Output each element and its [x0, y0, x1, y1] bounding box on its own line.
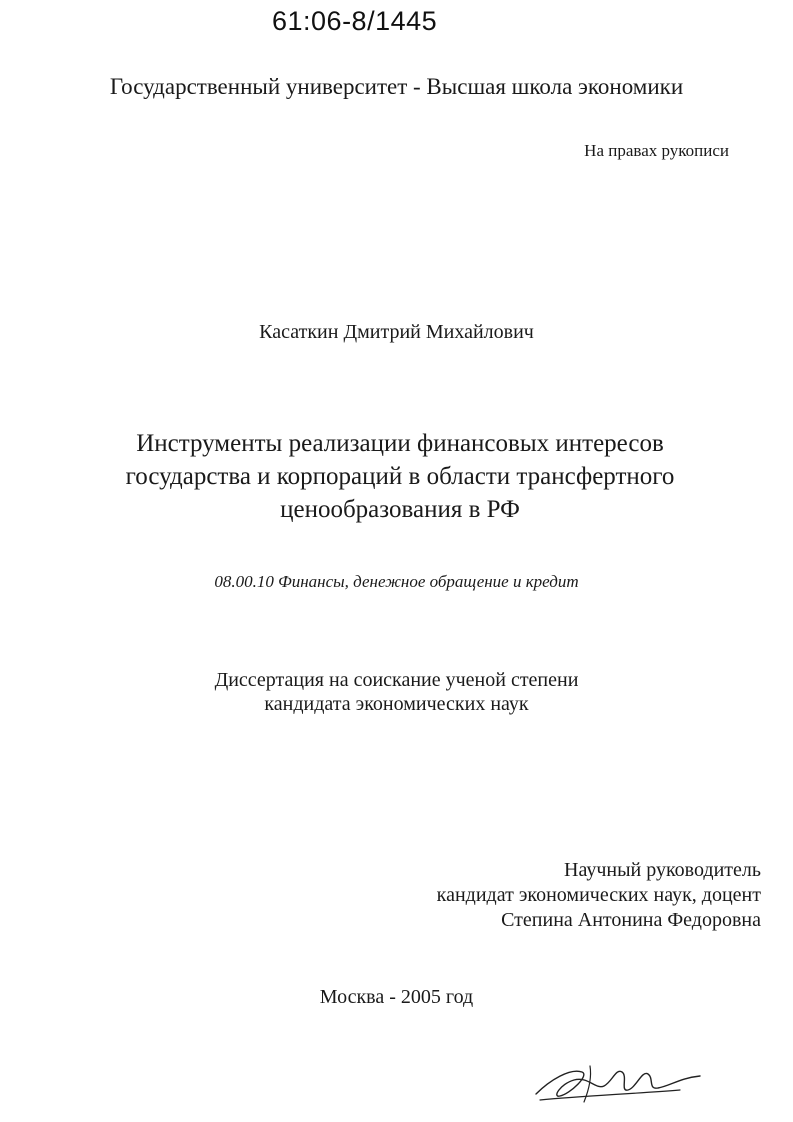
title-line: Инструменты реализации финансовых интересов: [136, 430, 664, 457]
degree-line: кандидата экономических наук: [264, 693, 529, 715]
degree-line: Диссертация на соискание ученой степени: [214, 669, 579, 691]
archive-stamp-number: 61:06-8/1445: [272, 6, 438, 36]
title-line: ценообразования в РФ: [280, 496, 520, 523]
supervisor-degree: кандидат экономических наук, доцент: [436, 884, 761, 906]
supervisor-name: Степина Антонина Федоровна: [501, 909, 761, 931]
author-name: Касаткин Дмитрий Михайлович: [259, 321, 534, 343]
supervisor-label: Научный руководитель: [564, 859, 761, 881]
handwritten-signature-icon: [530, 1050, 710, 1110]
rights-note: На правах рукописи: [584, 141, 729, 160]
university-name: Государственный университет - Высшая школа экономики: [109, 74, 684, 99]
city-year: Москва - 2005 год: [319, 986, 474, 1008]
dissertation-title: [60, 427, 740, 526]
supervisor-block: [437, 858, 761, 933]
title-line: государства и корпораций в области трансфертного: [125, 463, 675, 490]
degree-statement: [0, 668, 793, 716]
specialty-code: 08.00.10 Финансы, денежное обращение и кредит: [214, 572, 579, 591]
